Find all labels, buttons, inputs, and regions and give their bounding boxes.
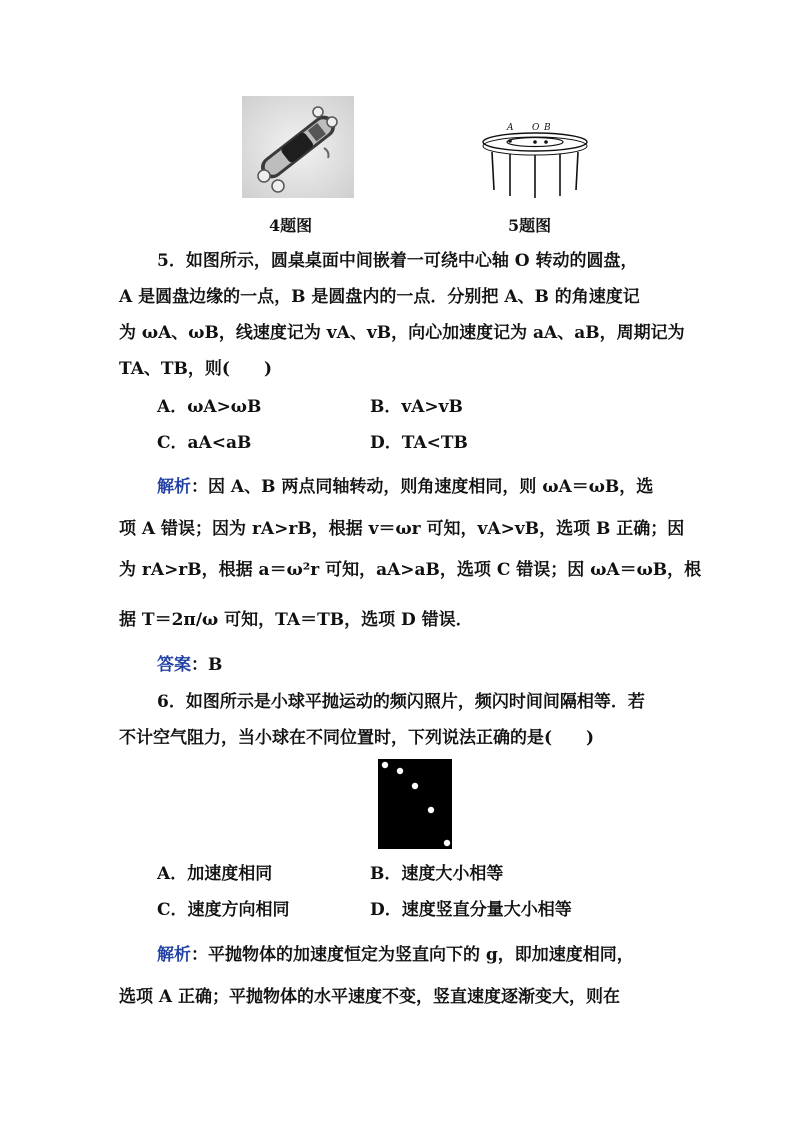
ball-position-5 bbox=[444, 840, 450, 846]
q6-analysis-line-1 bbox=[157, 945, 634, 965]
q5-option-c: C．aA<aB bbox=[157, 433, 252, 453]
q5-option-b: B．vA>vB bbox=[370, 397, 463, 417]
q5-stem-line-4: TA、TB，则( ) bbox=[119, 359, 273, 379]
q5-analysis-line-2: 项 A 错误；因为 rA>rB，根据 v＝ωr 可知，vA>vB，选项 B 正确；因 bbox=[119, 519, 685, 539]
q6-analysis-text-1: ：平抛物体的加速度恒定为竖直向下的 g，即加速度相同， bbox=[191, 945, 634, 965]
figure-5-label-o: O bbox=[532, 123, 540, 133]
q5-analysis-line-3: 为 rA>rB，根据 a＝ω²r 可知，aA>aB，选项 C 错误；因 ωA＝ωB，根 bbox=[119, 560, 702, 580]
ball-position-3 bbox=[412, 783, 418, 789]
q5-option-a: A．ωA>ωB bbox=[157, 397, 262, 417]
figure-4-caption: 4题图 bbox=[269, 216, 313, 235]
q5-stem-line-2: A 是圆盘边缘的一点，B 是圆盘内的一点．分别把 A、B 的角速度记 bbox=[119, 287, 640, 307]
figure-5-label-a: A bbox=[507, 123, 514, 133]
q5-stem-line-3: 为 ωA、ωB，线速度记为 vA、vB，向心加速度记为 aA、aB，周期记为 bbox=[119, 323, 685, 343]
figure-6-strobe-photo bbox=[378, 759, 452, 849]
q6-option-c: C．速度方向相同 bbox=[157, 900, 290, 920]
q6-stem-line-2: 不计空气阻力，当小球在不同位置时，下列说法正确的是( ) bbox=[119, 728, 595, 748]
ball-position-1 bbox=[382, 762, 388, 768]
q6-analysis-label: 解析 bbox=[157, 945, 191, 965]
q6-option-a: A．加速度相同 bbox=[157, 864, 273, 884]
q5-stem-line-1: 5．如图所示，圆桌桌面中间嵌着一可绕中心轴 O 转动的圆盘， bbox=[157, 251, 638, 271]
q5-analysis-line-1 bbox=[157, 477, 653, 497]
figure-5-label-b: B bbox=[544, 123, 551, 133]
q6-option-d: D．速度竖直分量大小相等 bbox=[370, 900, 572, 920]
q5-analysis-label: 解析 bbox=[157, 477, 191, 497]
q6-analysis-line-2: 选项 A 正确；平抛物体的水平速度不变，竖直速度逐渐变大，则在 bbox=[119, 987, 621, 1007]
q5-analysis-text-1: ：因 A、B 两点同轴转动，则角速度相同，则 ωA＝ωB，选 bbox=[191, 477, 654, 497]
q5-answer-label: 答案 bbox=[157, 655, 191, 675]
q5-answer-value: ：B bbox=[191, 655, 223, 675]
q5-answer-line bbox=[157, 655, 222, 675]
ball-position-2 bbox=[397, 768, 403, 774]
ball-position-4 bbox=[428, 807, 434, 813]
q6-option-b: B．速度大小相等 bbox=[370, 864, 504, 884]
q5-analysis-line-4: 据 T＝2π/ω 可知，TA＝TB，选项 D 错误． bbox=[119, 610, 473, 630]
q6-stem-line-1: 6．如图所示是小球平抛运动的频闪照片，频闪时间间隔相等．若 bbox=[157, 692, 645, 712]
figure-5-round-table-image bbox=[480, 120, 590, 198]
figure-4-skateboard-image bbox=[242, 96, 354, 198]
figure-5-caption: 5题图 bbox=[508, 216, 552, 235]
q5-option-d: D．TA<TB bbox=[370, 433, 468, 453]
